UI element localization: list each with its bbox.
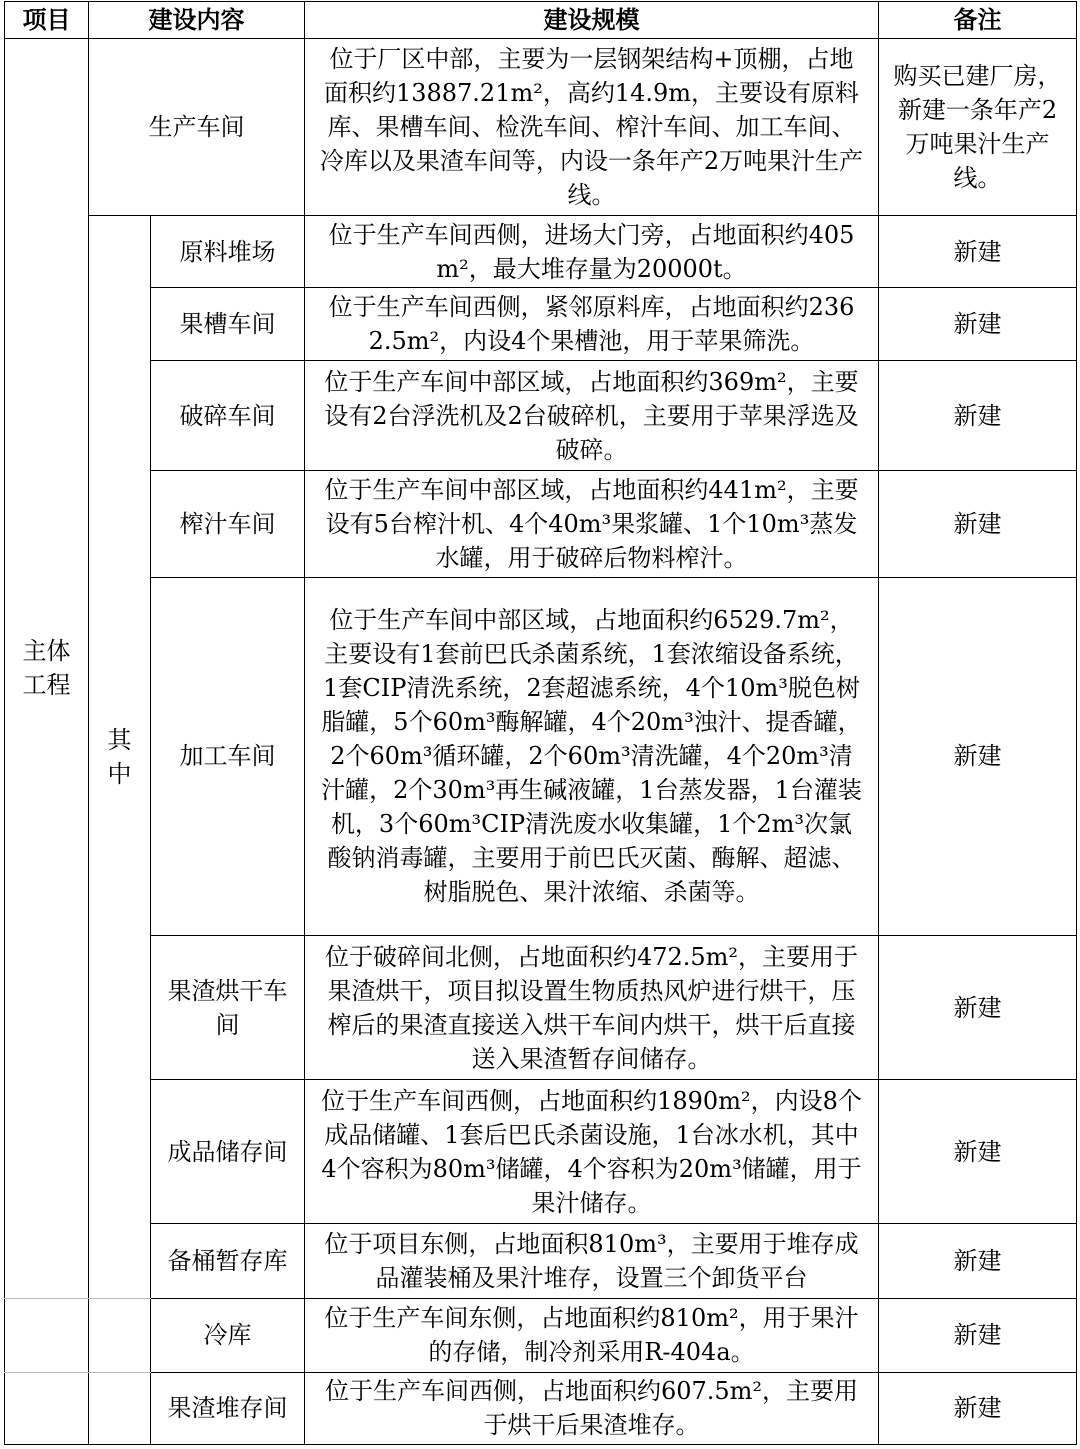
row-description: 位于项目东侧，占地面积810m³，主要用于堆存成品灌装桶及果汁堆存，设置三个卸货平台 [305, 1223, 879, 1298]
table-row [5, 1298, 1077, 1372]
table-row [5, 39, 1077, 216]
table-row [5, 361, 1077, 470]
row-remark: 新建 [879, 1298, 1077, 1372]
row-remark: 新建 [879, 1372, 1077, 1444]
blank-cell [89, 1372, 151, 1444]
blank-cell [5, 1298, 89, 1372]
row-description: 位于破碎间北侧，占地面积约472.5m²，主要用于果渣烘干，项目拟设置生物质热风炉进行烘干，压榨后的果渣直接送入烘干车间内烘干，烘干后直接送入果渣暂存间储存。 [305, 936, 879, 1080]
row-remark: 新建 [879, 936, 1077, 1080]
header-content: 建设内容 [89, 2, 305, 39]
row-remark: 新建 [879, 470, 1077, 577]
table-row [5, 1223, 1077, 1298]
row-description: 位于生产车间中部区域，占地面积约441m²，主要设有5台榨汁机、4个40m³果浆罐、1个10m³蒸发水罐，用于破碎后物料榨汁。 [305, 470, 879, 577]
table-row [5, 470, 1077, 577]
header-row [5, 2, 1077, 39]
row-name: 果渣烘干车间 [151, 936, 305, 1080]
row-name: 加工车间 [151, 577, 305, 935]
row-description: 位于生产车间中部区域，占地面积约6529.7m²，主要设有1套前巴氏杀菌系统，1套浓缩设备系统，1套CIP清洗系统，2套超滤系统，4个10m³脱色树脂罐，5个60m³酶解罐，4个20m³浊汁、提香罐，2个60m³循环罐，2个60m³清洗罐，4个20m³清汁罐，2个30m³再生碱液罐，1台蒸发器，1台灌装机，3个60m³CIP清洗废水收集罐，1个2m³次氯酸钠消毒罐，主要用于前巴氏灭菌、酶解、超滤、树脂脱色、果汁浓缩、杀菌等。 [305, 577, 879, 935]
row-description: 位于生产车间西侧，占地面积约607.5m²，主要用于烘干后果渣堆存。 [305, 1372, 879, 1444]
row-name: 果渣堆存间 [151, 1372, 305, 1444]
header-remark: 备注 [879, 2, 1077, 39]
row-name: 果槽车间 [151, 288, 305, 361]
construction-table [4, 1, 1077, 1445]
header-project: 项目 [5, 2, 89, 39]
table-row [5, 288, 1077, 361]
table-row [5, 216, 1077, 288]
row-description: 位于生产车间东侧，占地面积约810m²，用于果汁的存储，制冷剂采用R-404a。 [305, 1298, 879, 1372]
row-remark: 新建 [879, 361, 1077, 470]
row-name: 成品储存间 [151, 1080, 305, 1223]
row-remark: 新建 [879, 1080, 1077, 1223]
workshop-description: 位于厂区中部，主要为一层钢架结构+顶棚，占地面积约13887.21m²，高约14.9m，主要设有原料库、果槽车间、检洗车间、榨汁车间、加工车间、冷库以及果渣车间等，内设一条年产2万吨果汁生产线。 [305, 39, 879, 216]
row-remark: 新建 [879, 216, 1077, 288]
row-remark: 新建 [879, 1223, 1077, 1298]
table-row [5, 1080, 1077, 1223]
sub-group-label: 其中 [107, 725, 132, 788]
header-scale: 建设规模 [305, 2, 879, 39]
blank-cell [5, 1372, 89, 1444]
blank-cell [89, 1298, 151, 1372]
main-category-cell [5, 39, 89, 1299]
row-description: 位于生产车间西侧，进场大门旁，占地面积约405m²，最大堆存量为20000t。 [305, 216, 879, 288]
row-name: 冷库 [151, 1298, 305, 1372]
sub-group-cell [89, 216, 151, 1298]
row-name: 备桶暂存库 [151, 1223, 305, 1298]
row-description: 位于生产车间西侧，紧邻原料库，占地面积约2362.5m²，内设4个果槽池，用于苹果筛洗。 [305, 288, 879, 361]
workshop-name: 生产车间 [89, 39, 305, 216]
main-category-label: 主体工程 [22, 637, 71, 700]
row-name: 原料堆场 [151, 216, 305, 288]
row-description: 位于生产车间西侧，占地面积约1890m²，内设8个成品储罐、1套后巴氏杀菌设施，1台冰水机，其中4个容积为80m³储罐，4个容积为20m³储罐，用于果汁储存。 [305, 1080, 879, 1223]
row-remark: 新建 [879, 577, 1077, 935]
table-row [5, 577, 1077, 935]
workshop-remark: 购买已建厂房，新建一条年产2万吨果汁生产线。 [879, 39, 1077, 216]
row-name: 榨汁车间 [151, 470, 305, 577]
row-description: 位于生产车间中部区域，占地面积约369m²，主要设有2台浮洗机及2台破碎机，主要用于苹果浮选及破碎。 [305, 361, 879, 470]
row-remark: 新建 [879, 288, 1077, 361]
row-name: 破碎车间 [151, 361, 305, 470]
table-row [5, 936, 1077, 1080]
table-row [5, 1372, 1077, 1444]
